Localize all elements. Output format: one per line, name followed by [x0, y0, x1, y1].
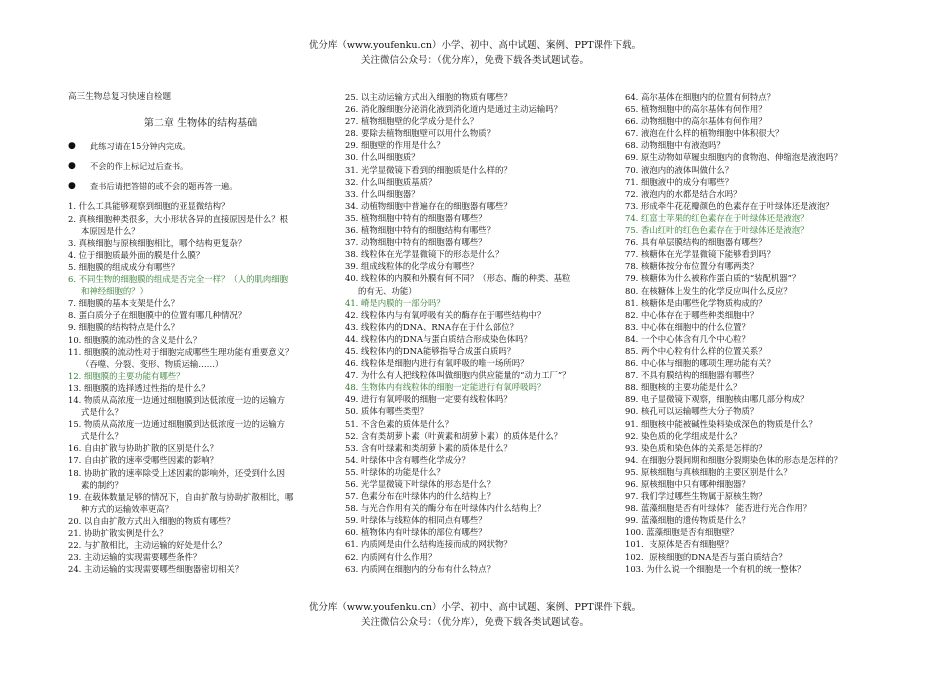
- footer-line-2: 关注微信公众号：（优分库），免费下载各类试题试卷。: [360, 617, 589, 628]
- question-line: 7. 细胞膜的基本支架是什么？: [68, 298, 180, 309]
- question-line: 30. 什么叫细胞质？: [345, 152, 420, 163]
- question-line: 82. 中心体存在于哪些种类细胞中？: [625, 309, 759, 320]
- question-line: 46. 线粒体是细胞内进行有氧呼吸的唯一场所吗？: [345, 358, 529, 369]
- bullet-icon: ●: [68, 181, 76, 192]
- question-line: 44. 线粒体内的DNA与蛋白质结合形成染色体吗？: [345, 333, 532, 344]
- question-line: 77. 核糖体在光学显微镜下能够看到吗？: [625, 249, 775, 260]
- question-line: 和神经细胞的？）: [81, 286, 148, 297]
- question-line: 17. 自由扩散的速率受哪些因素的影响？: [68, 455, 218, 466]
- question-line: 66. 动物细胞中的高尔基体有何作用？: [625, 116, 767, 127]
- question-line: 94. 在细胞分裂间期和细胞分裂期染色体的形态是怎样的？: [625, 454, 842, 465]
- question-line: 24. 主动运输的实现需要哪些细胞器密切相关？: [68, 564, 244, 575]
- question-line: 32. 什么叫细胞质基质？: [345, 176, 437, 187]
- question-line: 26. 消化腺细胞分泌消化液到消化道内是通过主动运输吗？: [345, 104, 562, 115]
- question-line: 63. 内质网在细胞内的分布有什么特点？: [345, 563, 495, 574]
- question-line: 95. 原核细胞与真核细胞的主要区别是什么？: [625, 466, 792, 477]
- question-line: 9. 细胞膜的结构特点是什么？: [68, 322, 180, 333]
- question-line: 78. 核糖体按分布位置分有哪两类？: [625, 261, 759, 272]
- question-line: 15. 物质从高浓度一边通过细胞膜到达低浓度一边的运输方: [68, 419, 285, 430]
- question-line: 19. 在载体数量足够的情况下，自由扩散与协助扩散相比，哪: [68, 491, 294, 502]
- question-line: 61. 内质网是由什么结构连接而成的网状物？: [345, 539, 512, 550]
- question-line: （吞噬、分裂、变形、物质运输……）: [81, 358, 224, 369]
- question-line: 57. 色素分布在叶绿体内的什么结构上？: [345, 491, 495, 502]
- question-line: 103. 为什么说一个细胞是一个有机的统一整体？: [625, 563, 806, 574]
- question-line: 36. 植物细胞中特有的细胞结构有哪些？: [345, 225, 495, 236]
- question-line: 21. 协助扩散实例是什么？: [68, 528, 168, 538]
- question-line: 93. 染色质和染色体的关系是怎样的？: [625, 442, 767, 453]
- bullet-icon: ●: [68, 141, 76, 152]
- bullet-icon: ●: [68, 161, 76, 172]
- question-line: 12. 细胞膜的主要功能有哪些？: [68, 370, 185, 381]
- question-line: 98. 蓝藻细胞是否有叶绿体？ 能否进行光合作用？: [625, 503, 812, 514]
- question-line: 53. 含有叶绿素和类胡萝卜素的质体是什么？: [345, 442, 512, 453]
- question-line: 34. 动植物细胞中普遍存在的细胞器有哪些？: [345, 200, 512, 211]
- question-line: 54. 叶绿体中含有哪些化学成分？: [345, 454, 470, 465]
- question-line: 37. 动物细胞中特有的细胞器有哪些？: [345, 237, 487, 248]
- question-line: 本原因是什么？: [81, 225, 140, 236]
- question-line: 的有无、功能）: [358, 285, 417, 296]
- question-line: 27. 植物细胞壁的化学成分是什么？: [345, 116, 479, 127]
- question-line: 67. 液泡在什么样的植物细胞中体积很大？: [625, 128, 784, 139]
- question-line: 81. 核糖体是由哪些化学物质构成的？: [625, 297, 767, 308]
- question-line: 3. 真核细胞与原核细胞相比，哪个结构更复杂？: [68, 237, 247, 248]
- question-line: 62. 内质网有什么作用？: [345, 551, 437, 562]
- question-line: 28. 要除去植物细胞壁可以用什么物质？: [345, 128, 495, 139]
- instruction-note: [68, 160, 333, 172]
- question-line: 84. 一个中心体含有几个中心粒？: [625, 333, 750, 344]
- question-line: 50. 质体有哪些类型？: [345, 406, 428, 417]
- column-2: [345, 91, 615, 575]
- question-line: 40. 线粒体的内膜和外膜有何不同？（形态、酶的种类、基粒: [345, 273, 571, 284]
- question-line: 39. 组成线粒体的化学成分有哪些？: [345, 261, 479, 272]
- question-line: 47. 为什么有人把线粒体叫做细胞内供应能量的“动力工厂”？: [345, 370, 571, 381]
- question-line: 74. 红富士苹果的红色素存在于叶绿体还是液泡？: [625, 212, 809, 223]
- question-line: 14. 物质从高浓度一边通过细胞膜到达低浓度一边的运输方: [68, 394, 285, 405]
- question-line: 100. 蓝藻细胞是否有细胞壁？: [625, 527, 739, 538]
- question-line: 83. 中心体在细胞中的什么位置？: [625, 321, 750, 332]
- question-line: 101．支原体是否有细胞壁？: [625, 539, 734, 550]
- question-line: 25. 以主动运输方式出入细胞的物质有哪些？: [345, 92, 512, 102]
- question-line: 41. 嵴是内膜的一部分吗？: [345, 297, 445, 308]
- question-list-2: [345, 91, 615, 575]
- note-text: 此练习请在15分钟内完成。: [90, 141, 191, 152]
- question-line: 31. 光学显微镜下看到的细胞质是什么样的？: [345, 164, 512, 175]
- question-line: 99. 蓝藻细胞的遗传物质是什么？: [625, 515, 750, 526]
- question-line: 56. 光学显微镜下叶绿体的形态是什么？: [345, 479, 495, 489]
- question-line: 64. 高尔基体在细胞内的位置有何特点？: [625, 92, 775, 102]
- header-line-2: 关注微信公众号：（优分库），免费下载各类试题试卷。: [360, 55, 589, 66]
- question-line: 2. 真核细胞种类很多，大小形状各异的直接原因是什么？根: [68, 213, 289, 224]
- question-line: 48. 生物体内有线粒体的细胞一定能进行有氧呼吸吗？: [345, 382, 546, 393]
- page-header: [0, 38, 950, 68]
- question-line: 71. 细胞液中的成分有哪些？: [625, 176, 734, 187]
- question-line: 种方式的运输效率更高？: [81, 503, 174, 514]
- question-line: 73. 形成牵牛花花瓣颜色的色素存在于叶绿体还是液泡？: [625, 200, 834, 211]
- question-line: 16. 自由扩散与协助扩散的区别是什么？: [68, 443, 218, 454]
- question-line: 92. 染色质的化学组成是什么？: [625, 430, 742, 441]
- question-line: 85. 两个中心粒有什么样的位置关系？: [625, 345, 767, 356]
- question-line: 45. 线粒体内的DNA能够指导合成蛋白质吗？: [345, 345, 516, 356]
- question-line: 88. 细胞核的主要功能是什么？: [625, 382, 742, 393]
- question-line: 86. 中心体与细胞的哪项生理功能有关？: [625, 358, 775, 369]
- question-line: 38. 线粒体在光学显微镜下的形态是什么？: [345, 249, 504, 260]
- question-line: 11. 细胞膜的流动性对于细胞完成哪些生理功能有重要意义？: [68, 346, 294, 357]
- question-line: 79. 核糖体为什么被称作蛋白质的“装配机器”？: [625, 273, 801, 284]
- question-line: 52. 含有类胡萝卜素（叶黄素和胡萝卜素）的质体是什么？: [345, 430, 562, 441]
- question-line: 33. 什么叫细胞器？: [345, 188, 420, 199]
- question-line: 90. 核孔可以运输哪些大分子物质？: [625, 406, 759, 417]
- column-1: [68, 91, 333, 575]
- question-line: 76. 具有单层膜结构的细胞器有哪些？: [625, 237, 767, 248]
- question-line: 8. 蛋白质分子在细胞膜中的位置有哪几种情况？: [68, 310, 247, 321]
- question-line: 87. 不具有膜结构的细胞器有哪些？: [625, 370, 759, 381]
- question-line: 13. 细胞膜的选择透过性指的是什么？: [68, 382, 210, 393]
- question-line: 58. 与光合作用有关的酶分布在叶绿体内什么结构上？: [345, 503, 546, 514]
- question-line: 59. 叶绿体与线粒体的相同点有哪些？: [345, 515, 487, 526]
- question-line: 式是什么？: [81, 431, 123, 442]
- question-line: 23. 主动运输的实现需要哪些条件？: [68, 552, 202, 563]
- question-line: 4. 位于细胞质最外面的膜是什么膜？: [68, 249, 205, 260]
- question-line: 35. 植物细胞中特有的细胞器有哪些？: [345, 212, 487, 223]
- question-line: 29. 细胞壁的作用是什么？: [345, 140, 445, 151]
- question-line: 68. 动物细胞中有液泡吗？: [625, 140, 725, 151]
- question-line: 75. 香山红叶的红色色素存在于叶绿体还是液泡？: [625, 225, 809, 236]
- question-line: 20. 以自由扩散方式出入细胞的物质有哪些？: [68, 515, 235, 526]
- question-line: 式是什么？: [81, 407, 123, 418]
- question-line: 49. 进行有氧呼吸的细胞一定要有线粒体吗？: [345, 394, 512, 405]
- question-line: 5. 细胞膜的组成成分有哪些？: [68, 261, 180, 272]
- note-text: 查书后请把答错的或不会的题再答一遍。: [90, 181, 238, 192]
- question-list-1: [68, 200, 333, 575]
- question-line: 43. 线粒体内的DNA、RNA存在于什么部位？: [345, 321, 519, 332]
- question-line: 97. 我们学过哪些生物属于原核生物？: [625, 491, 767, 502]
- instruction-note: [68, 180, 333, 192]
- question-line: 素的制约？: [81, 479, 123, 490]
- page-footer: [0, 600, 950, 630]
- question-line: 89. 电子显微镜下观察，细胞核由哪几部分构成？: [625, 394, 809, 405]
- question-line: 60. 植物体内有叶绿体的部位有哪些？: [345, 527, 487, 538]
- document-title: 高三生物总复习快速自检题: [68, 92, 172, 102]
- question-line: 80. 在核糖体上发生的化学反应叫什么反应？: [625, 285, 792, 296]
- question-line: 70. 液泡内的液体叫做什么？: [625, 164, 734, 175]
- question-line: 42. 线粒体内与有氧呼吸有关的酶存在于哪些结构中？: [345, 309, 546, 320]
- header-line-1: 优分库（www.youfenku.cn）小学、初中、高中试题、案例、PPT课件下载。: [308, 40, 642, 51]
- question-list-3: [625, 91, 905, 575]
- question-line: 51. 不含色素的质体是什么？: [345, 418, 454, 429]
- question-line: 22. 与扩散相比，主动运输的好处是什么？: [68, 540, 227, 551]
- question-line: 1. 什么工具能够观察到细胞的亚显微结构？: [68, 201, 230, 212]
- question-line: 65. 植物细胞中的高尔基体有何作用？: [625, 104, 767, 115]
- chapter-heading: 第二章 生物体的结构基础: [143, 118, 258, 130]
- question-line: 55. 叶绿体的功能是什么？: [345, 466, 445, 477]
- footer-line-1: 优分库（www.youfenku.cn）小学、初中、高中试题、案例、PPT课件下载。: [308, 602, 642, 613]
- question-line: 69. 原生动物如草履虫细胞内的食物泡、伸缩泡是液泡吗？: [625, 152, 842, 163]
- question-line: 6. 不同生物的细胞膜的组成是否完全一样？（人的肌肉细胞: [68, 274, 289, 285]
- question-line: 102．原核细胞的DNA是否与蛋白质结合？: [625, 551, 787, 562]
- question-line: 96. 原核细胞中只有哪种细胞器？: [625, 479, 750, 489]
- note-text: 不会的作上标记过后查书。: [90, 161, 189, 172]
- question-line: 10. 细胞膜的流动性的含义是什么？: [68, 334, 202, 345]
- question-line: 72. 液泡内的水都是结合水吗？: [625, 188, 742, 199]
- question-line: 18. 协助扩散的速率除受上述因素的影响外，还受到什么因: [68, 467, 285, 478]
- question-line: 91. 细胞核中能被碱性染料染成深色的物质是什么？: [625, 418, 817, 429]
- column-3: [625, 91, 905, 575]
- instruction-note: [68, 140, 333, 152]
